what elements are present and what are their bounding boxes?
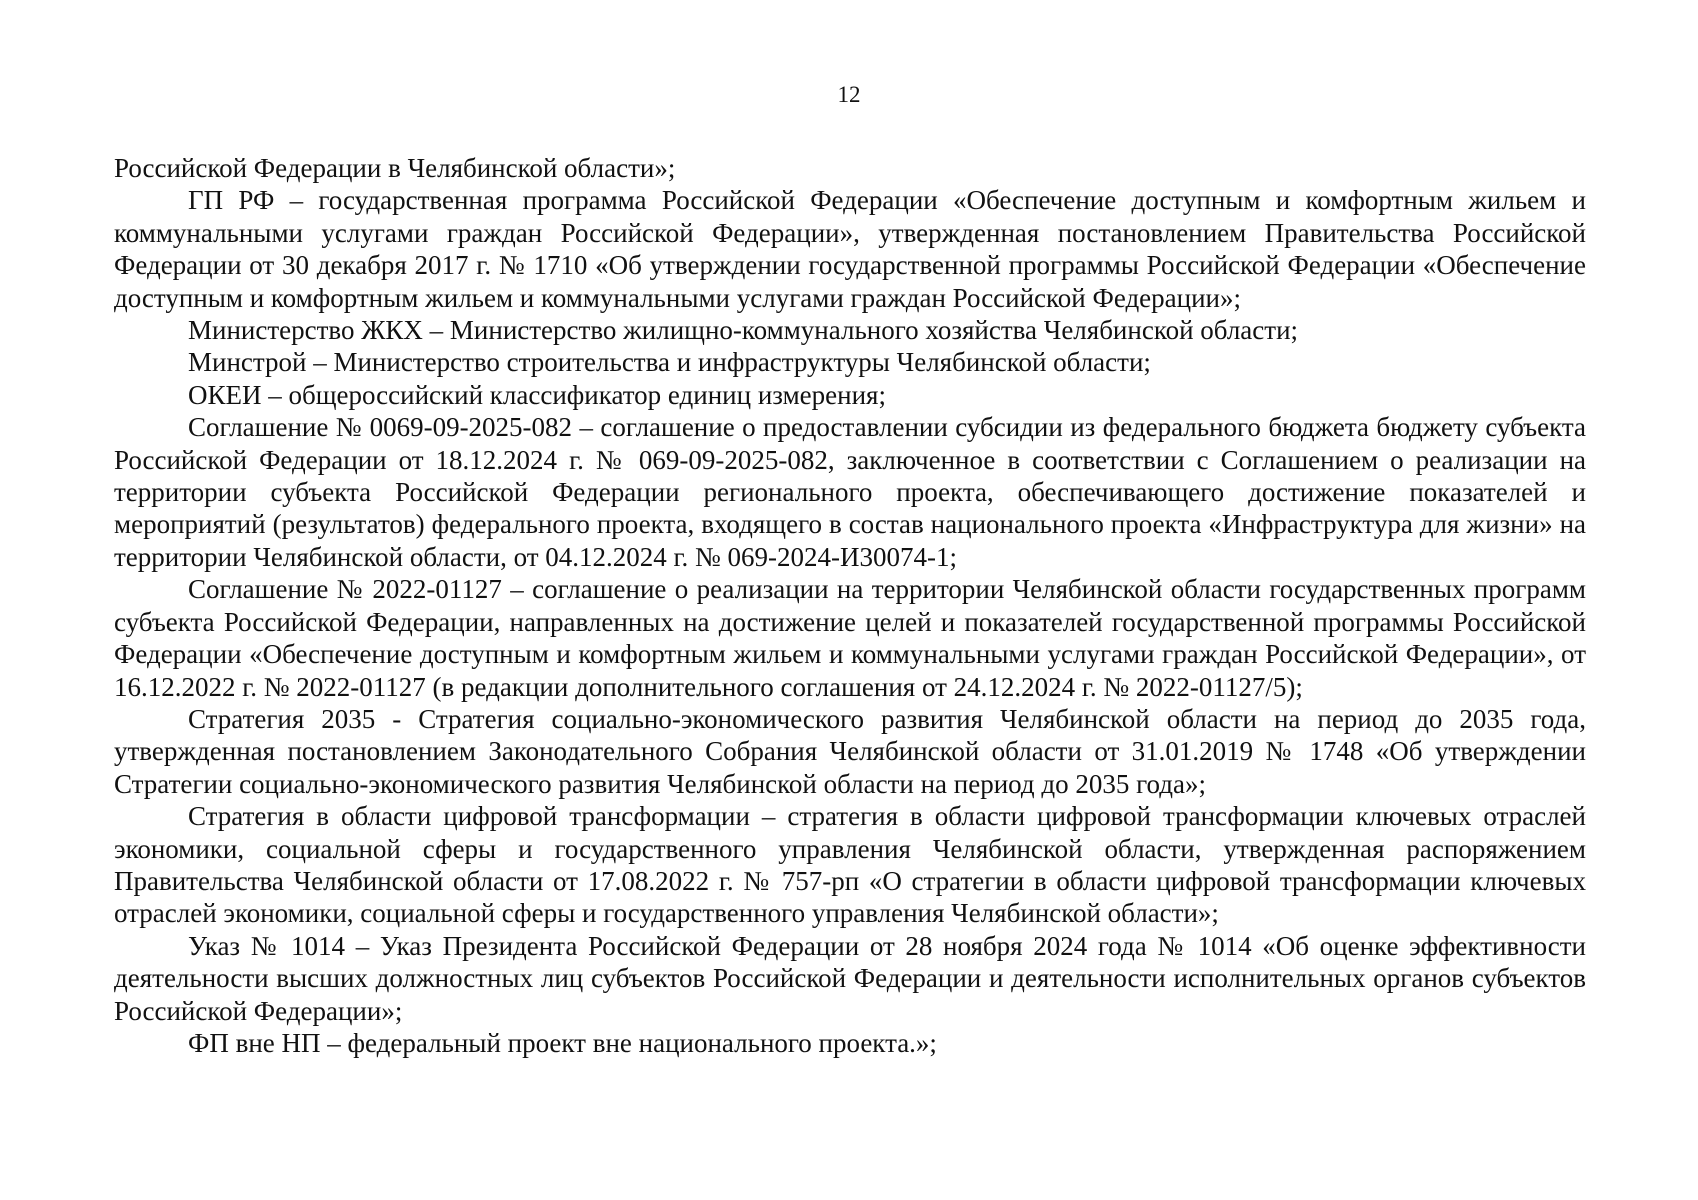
- definition-minstroy: Минстрой – Министерство строительства и инфраструктуры Челябинской области;: [188, 347, 1151, 378]
- paragraph-continuation: Российской Федерации в Челябинской области»;: [114, 153, 676, 183]
- definition-okei: ОКЕИ – общероссийский классификатор единиц измерения;: [188, 379, 886, 410]
- definition-strategy-2035: Стратегия 2035 - Стратегия социально-экономического развития Челябинской области на период до 2035 года, утвержденная постановлением Законодательного Собрания Челябинской области от 31.01.2019 № 1748 «Об утверждении Стратегии социально-экономического развития Челябинской области на период до 2035 года»;: [114, 703, 1586, 799]
- definition-decree-1014: Указ № 1014 – Указ Президента Российской Федерации от 28 ноября 2024 года № 1014 «Об оценке эффективности деятельности высших должностных лиц субъектов Российской Федерации и деятельности исполнительных органов субъектов Российской Федерации»;: [114, 930, 1586, 1026]
- definition-agreement-0069: Соглашение № 0069-09-2025-082 – соглашение о предоставлении субсидии из федерального бюджета бюджету субъекта Российской Федерации от 18.12.2024 г. № 069-09-2025-082, заключенное в соответствии с Соглашением о реализации на территории субъекта Российской Федерации регионального проекта, обеспечивающего достижение показателей и мероприятий (результатов) федерального проекта, входящего в состав национального проекта «Инфраструктура для жизни» на территории Челябинской области, от 04.12.2024 г. № 069-2024-И30074-1;: [114, 412, 1586, 572]
- definition-digital-strategy: Стратегия в области цифровой трансформации – стратегия в области цифровой трансформации ключевых отраслей экономики, социальной сферы и государственного управления Челябинской области, утвержденная распоряжением Правительства Челябинской области от 17.08.2022 г. № 757-рп «О стратегии в области цифровой трансформации ключевых отраслей экономики, социальной сферы и государственного управления Челябинской области»;: [114, 801, 1586, 929]
- document-body: [114, 152, 1586, 1059]
- definition-fp-vne-np: ФП вне НП – федеральный проект вне национального проекта.»;: [188, 1027, 937, 1058]
- definition-ministry-zhkh: Министерство ЖКХ – Министерство жилищно-коммунального хозяйства Челябинской области;: [188, 315, 1299, 346]
- definition-agreement-2022: Соглашение № 2022-01127 – соглашение о реализации на территории Челябинской области государственных программ субъекта Российской Федерации, направленных на достижение целей и показателей государственной программы Российской Федерации «Обеспечение доступным и комфортным жильем и коммунальными услугами граждан Российской Федерации», от 16.12.2022 г. № 2022-01127 (в редакции дополнительного соглашения от 24.12.2024 г. № 2022-01127/5);: [114, 574, 1586, 702]
- definition-gp-rf: ГП РФ – государственная программа Российской Федерации «Обеспечение доступным и комфортным жильем и коммунальными услугами граждан Российской Федерации», утвержденная постановлением Правительства Российской Федерации от 30 декабря 2017 г. № 1710 «Об утверждении государственной программы Российской Федерации «Обеспечение доступным и комфортным жильем и коммунальными услугами граждан Российской Федерации»;: [114, 185, 1586, 313]
- page-number: 12: [837, 82, 861, 107]
